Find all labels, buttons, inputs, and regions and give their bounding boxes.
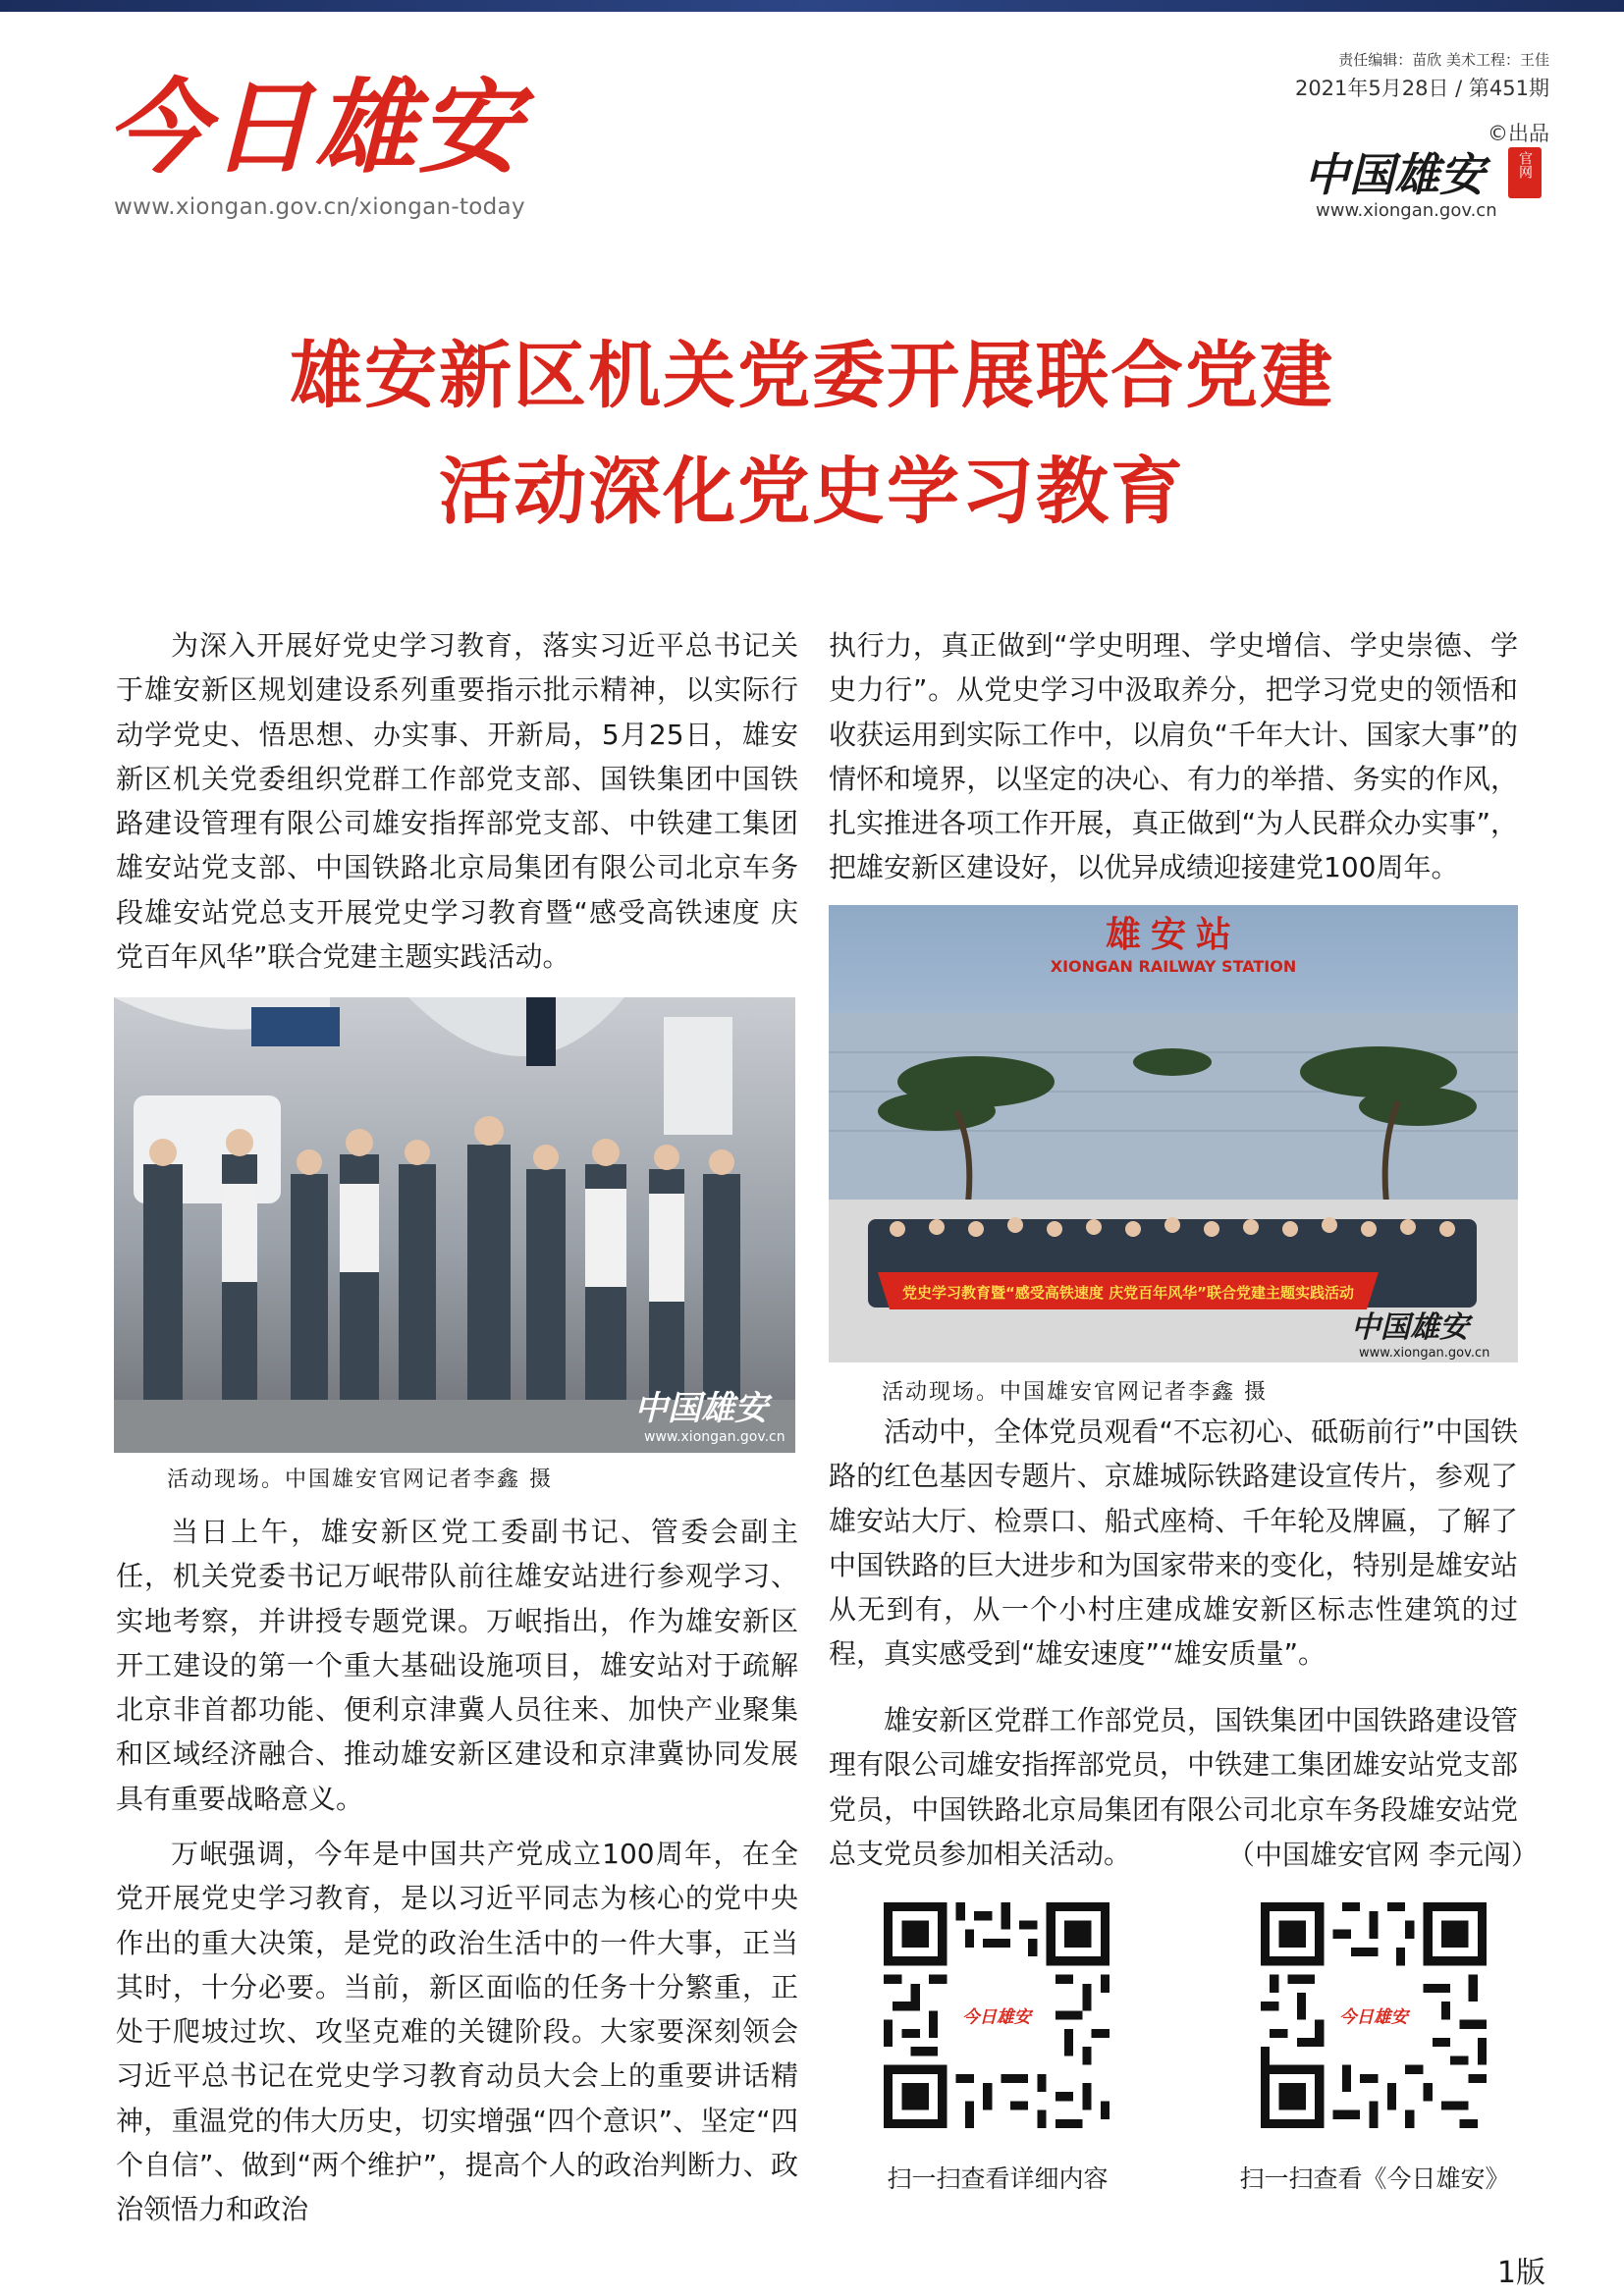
headline-line-2: 活动深化党史学习教育 [439,450,1185,534]
photo-watermark-right: 中国雄安 [1351,1310,1469,1345]
qr-code-publication[interactable] [1261,1902,1487,2128]
producer-label: ©出品 [1488,122,1549,145]
photo-watermark-url-right: www.xiongan.gov.cn [1359,1346,1490,1361]
masthead-url[interactable]: www.xiongan.gov.cn/xiongan-today [114,194,525,220]
qr-center-logo-right: 今日雄安 [1339,2007,1408,2028]
activity-banner: 党史学习教育暨“感受高铁速度 庆党百年风华”联合党建主题实践活动 [902,1284,1354,1302]
qr-caption-left: 扫一扫查看详细内容 [887,2164,1109,2193]
station-sign: 雄安站 [1105,914,1242,955]
photo-caption-left: 活动现场。中国雄安官网记者李鑫 摄 [167,1468,553,1492]
issue-date: 2021年5月28日 / 第451期 [1294,77,1549,100]
masthead-title: 今日雄安 [106,67,523,187]
article-paragraph-3: 万岷强调，今年是中国共产党成立100周年，在全党开展党史学习教育，是以习近平同志为核心的党中央作出的重大决策，是党的政治生活中的一件大事，正当其时，十分必要。当前，新区面临的任务十分繁重，正处于爬坡过坎、攻坚克难的关键阶段。大家要深刻领会习近平总书记在党史学习教育动员大会上的重要讲话精神，重温党的伟大历史，切实增强“四个意识”、坚定“四个自信”、做到“两个维护”，提高个人的政治判断力、政治领悟力和政治 [116,1838,798,2226]
qr-center-logo-left: 今日雄安 [962,2007,1031,2028]
article-paragraph-3-continued: 执行力，真正做到“学史明理、学史增信、学史崇德、学史力行”。从党史学习中汲取养分，把学习党史的领悟和收获运用到实际工作中，以肩负“千年大计、国家大事”的情怀和境界，以坚定的决心、有力的举措、务实的作风，扎实推进各项工作开展，真正做到“为人民群众办实事”，把雄安新区建设好，以优异成绩迎接建党100周年。 [829,629,1518,884]
article-paragraph-4: 活动中，全体党员观看“不忘初心、砥砺前行”中国铁路的红色基因专题片、京雄城际铁路建设宣传片，参观了雄安站大厅、检票口、船式座椅、千年轮及牌匾，了解了中国铁路的巨大进步和为国家带来的变化，特别是雄安站从无到有，从一个小村庄建成雄安新区标志性建筑的过程，真实感受到“雄安速度”“雄安质量”。 [829,1415,1518,1671]
station-sign-english: XIONGAN RAILWAY STATION [1050,957,1297,976]
page-number: 1版 [1496,2256,1545,2290]
brand-seal-text: 官网 [1517,151,1533,179]
top-color-bar [0,0,1624,12]
photo-watermark-url: www.xiongan.gov.cn [644,1429,785,1445]
photo-caption-right: 活动现场。中国雄安官网记者李鑫 摄 [882,1380,1268,1405]
photo-station-hall [114,997,795,1453]
photo-xiongan-station [829,905,1518,1362]
editor-credits: 责任编辑：苗欣 美术工程：王佳 [1338,51,1549,69]
headline-line-1: 雄安新区机关党委开展联合党建 [290,334,1334,418]
brand-logo [1300,143,1551,202]
brand-name: 中国雄安 [1304,148,1485,201]
qr-code-details[interactable] [884,1902,1110,2128]
article-paragraph-1: 为深入开展好党史学习教育，落实习近平总书记关于雄安新区规划建设系列重要指示批示精神，以实际行动学党史、悟思想、办实事、开新局，5月25日，雄安新区机关党委组织党群工作部党支部、国铁集团中国铁路建设管理有限公司雄安指挥部党支部、中铁建工集团雄安站党支部、中国铁路北京局集团有限公司北京车务段雄安站党总支开展党史学习教育暨“感受高铁速度 庆党百年风华”联合党建主题实践活动。 [116,629,798,974]
brand-url[interactable]: www.xiongan.gov.cn [1316,200,1497,221]
article-paragraph-5: 雄安新区党群工作部党员，国铁集团中国铁路建设管理有限公司雄安指挥部党员，中铁建工集团雄安站党支部党员，中国铁路北京局集团有限公司北京车务段雄安站党总支党员参加相关活动。 [829,1704,1518,1870]
photo-watermark: 中国雄安 [634,1389,768,1428]
masthead-logo [106,57,538,204]
article-paragraph-2: 当日上午，雄安新区党工委副书记、管委会副主任，机关党委书记万岷带队前往雄安站进行参观学习、实地考察，并讲授专题党课。万岷指出，作为雄安新区开工建设的第一个重大基础设施项目，雄安站对于疏解北京非首都功能、便利京津冀人员往来、加快产业聚集和区域经济融合、推动雄安新区建设和京津冀协同发展具有重要战略意义。 [116,1516,798,1815]
article-byline: （中国雄安官网 李元闯） [1227,1839,1539,1871]
qr-caption-right: 扫一扫查看《今日雄安》 [1239,2164,1510,2193]
